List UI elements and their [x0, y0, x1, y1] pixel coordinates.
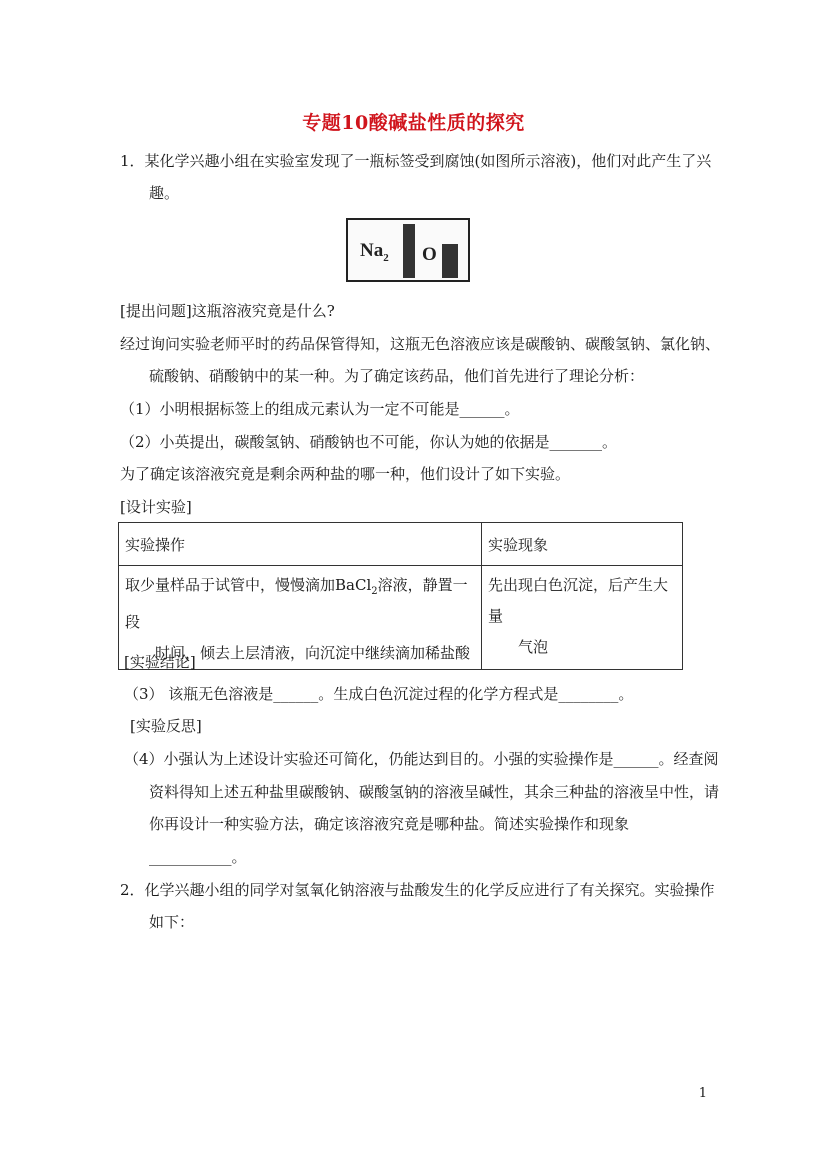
sub-question-3: （3） 该瓶无色溶液是______。生成白色沉淀过程的化学方程式是________。 — [124, 685, 634, 703]
table-cell-operation: 取少量样品于试管中，慢慢滴加BaCl$_2$溶液，静置一段 时间，倾去上层清液，向沉淀中继续滴加稀盐酸 — [119, 566, 482, 670]
reflection-heading: [实验反思] — [130, 717, 202, 735]
sub-question-4-line2: 资料得知上述五种盐里碳酸钠、碳酸氢钠的溶液呈碱性，其余三种盐的溶液呈中性，请 — [149, 783, 720, 801]
info-line2: 硫酸钠、硝酸钠中的某一种。为了确定该药品，他们首先进行了理论分析： — [149, 367, 645, 385]
label-o-text: O — [422, 244, 437, 265]
table-header-phenomenon: 实验现象 — [482, 523, 683, 566]
design-heading: [设计实验] — [120, 498, 192, 516]
table-cell-phenomenon: 先出现白色沉淀，后产生大量 气泡 — [482, 566, 683, 670]
sub-question-4-line1: （4）小强认为上述设计实验还可简化，仍能达到目的。小强的实验操作是______。经查阅 — [124, 750, 719, 768]
info-line1: 经过询问实验老师平时的药品保管得知，这瓶无色溶液应该是碳酸钠、碳酸氢钠、氯化钠、 — [120, 335, 721, 353]
page-number: 1 — [698, 1086, 707, 1101]
q2-line2: 如下： — [149, 913, 195, 931]
corroded-label-image — [346, 218, 470, 282]
sub-question-2: （2）小英提出，碳酸氢钠、硝酸钠也不可能，你认为她的依据是_______。 — [120, 433, 618, 451]
corrosion-mark — [442, 244, 458, 278]
sub-question-4-line4: ___________。 — [149, 848, 247, 866]
corrosion-mark — [403, 224, 415, 278]
label-na-text: $Na_2$ — [360, 240, 389, 264]
conclusion-heading: [实验结论] — [124, 653, 196, 671]
page-title: 专题10酸碱盐性质的探究 — [302, 112, 525, 134]
question-heading: [提出问题]这瓶溶液究竟是什么? — [120, 302, 335, 320]
table-header-operation: 实验操作 — [119, 523, 482, 566]
q2-line1: 2．化学兴趣小组的同学对氢氧化钠溶液与盐酸发生的化学反应进行了有关探究。实验操作 — [120, 881, 715, 899]
q1-line2: 趣。 — [149, 184, 180, 202]
sub-question-1: （1）小明根据标签上的组成元素认为一定不可能是______。 — [120, 400, 520, 418]
q1-line1: 1．某化学兴趣小组在实验室发现了一瓶标签受到腐蚀(如图所示溶液)，他们对此产生了兴 — [120, 152, 712, 170]
transition-text: 为了确定该溶液究竟是剩余两种盐的哪一种，他们设计了如下实验。 — [120, 465, 571, 483]
sub-question-4-line3: 你再设计一种实验方法，确定该溶液究竟是哪种盐。简述实验操作和现象 — [149, 815, 630, 833]
experiment-table — [118, 522, 683, 670]
